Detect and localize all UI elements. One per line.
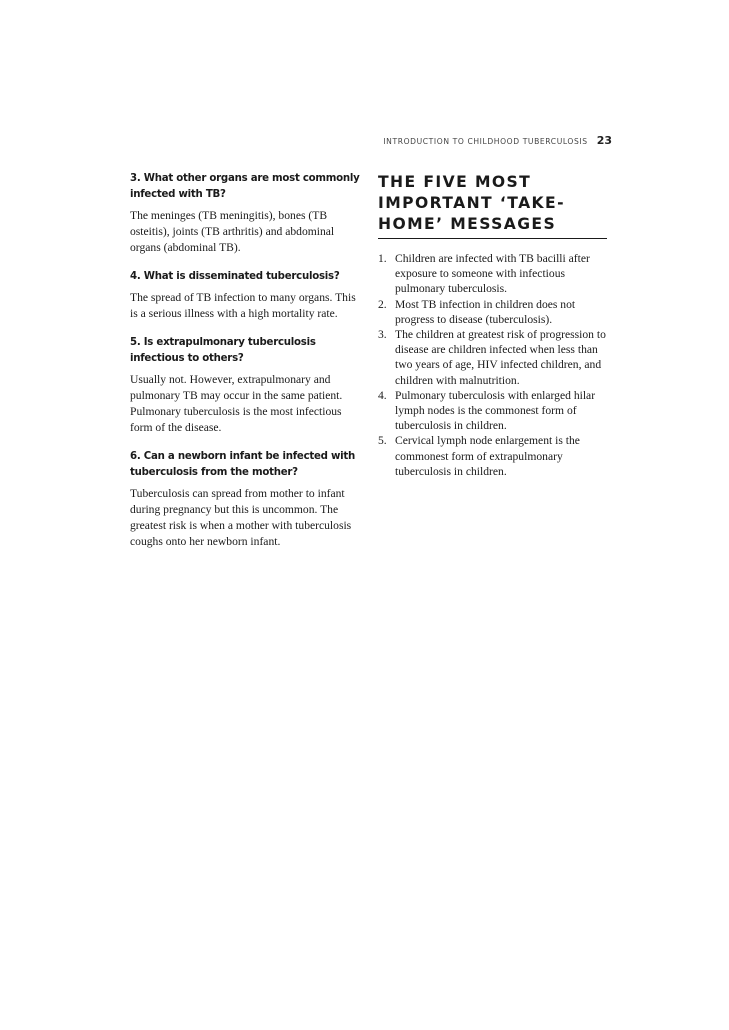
- item-number: 3.: [378, 328, 387, 342]
- item-number: 2.: [378, 297, 387, 311]
- answer-text: The meninges (TB meningitis), bones (TB osteitis), joints (TB arthritis) and abdominal organs (abdominal TB).: [130, 209, 335, 254]
- question-heading: 3. What other organs are most commonly infected with TB?: [130, 173, 360, 200]
- answer-text: Tuberculosis can spread from mother to infant during pregnancy but this is uncommon. The greatest risk is when a mother with tuberculosis coughs onto her newborn infant.: [130, 487, 352, 548]
- box-heading: THE FIVE MOST IMPORTANT ‘TAKE-HOME’ MESSAGES: [378, 172, 607, 239]
- item-number: 5.: [378, 434, 387, 448]
- questions-column: [130, 171, 362, 563]
- list-item: [378, 433, 607, 479]
- running-header: [368, 134, 612, 150]
- qa-item: [130, 335, 362, 436]
- answer-text: Usually not. However, extrapulmonary and pulmonary TB may occur in the same patient. Pulmonary tuberculosis is the most infectious form of the disease.: [130, 373, 343, 434]
- item-text: Most TB infection in children does not progress to disease (tuberculosis).: [395, 297, 576, 326]
- item-text: Children are infected with TB bacilli after exposure to someone with infectious pulmonary tuberculosis.: [395, 252, 590, 296]
- take-home-box: [378, 172, 607, 479]
- item-text: Cervical lymph node enlargement is the commonest form of extrapulmonary tuberculosis in children.: [395, 434, 580, 478]
- question-heading: 6. Can a newborn infant be infected with tuberculosis from the mother?: [130, 451, 356, 478]
- item-number: 4.: [378, 388, 387, 402]
- item-text: The children at greatest risk of progression to disease are children infected when less than two years of age, HIV infected children, and children with malnutrition.: [395, 328, 606, 387]
- question-heading: 5. Is extrapulmonary tuberculosis infectious to others?: [130, 337, 316, 364]
- messages-list: [378, 251, 607, 479]
- qa-item: [130, 269, 362, 322]
- list-item: [378, 251, 607, 297]
- item-text: Pulmonary tuberculosis with enlarged hilar lymph nodes is the commonest form of tuberculosis in children.: [395, 388, 596, 433]
- qa-item: [130, 171, 362, 256]
- qa-item: [130, 449, 362, 550]
- list-item: [378, 297, 607, 327]
- item-number: 1.: [378, 252, 387, 265]
- page-number: 23: [596, 134, 612, 147]
- question-heading: 4. What is disseminated tuberculosis?: [130, 271, 340, 282]
- list-item: [378, 327, 607, 388]
- answer-text: The spread of TB infection to many organs. This is a serious illness with a high mortality rate.: [130, 291, 356, 320]
- running-title: INTRODUCTION TO CHILDHOOD TUBERCULOSIS: [383, 137, 588, 146]
- list-item: [378, 388, 607, 434]
